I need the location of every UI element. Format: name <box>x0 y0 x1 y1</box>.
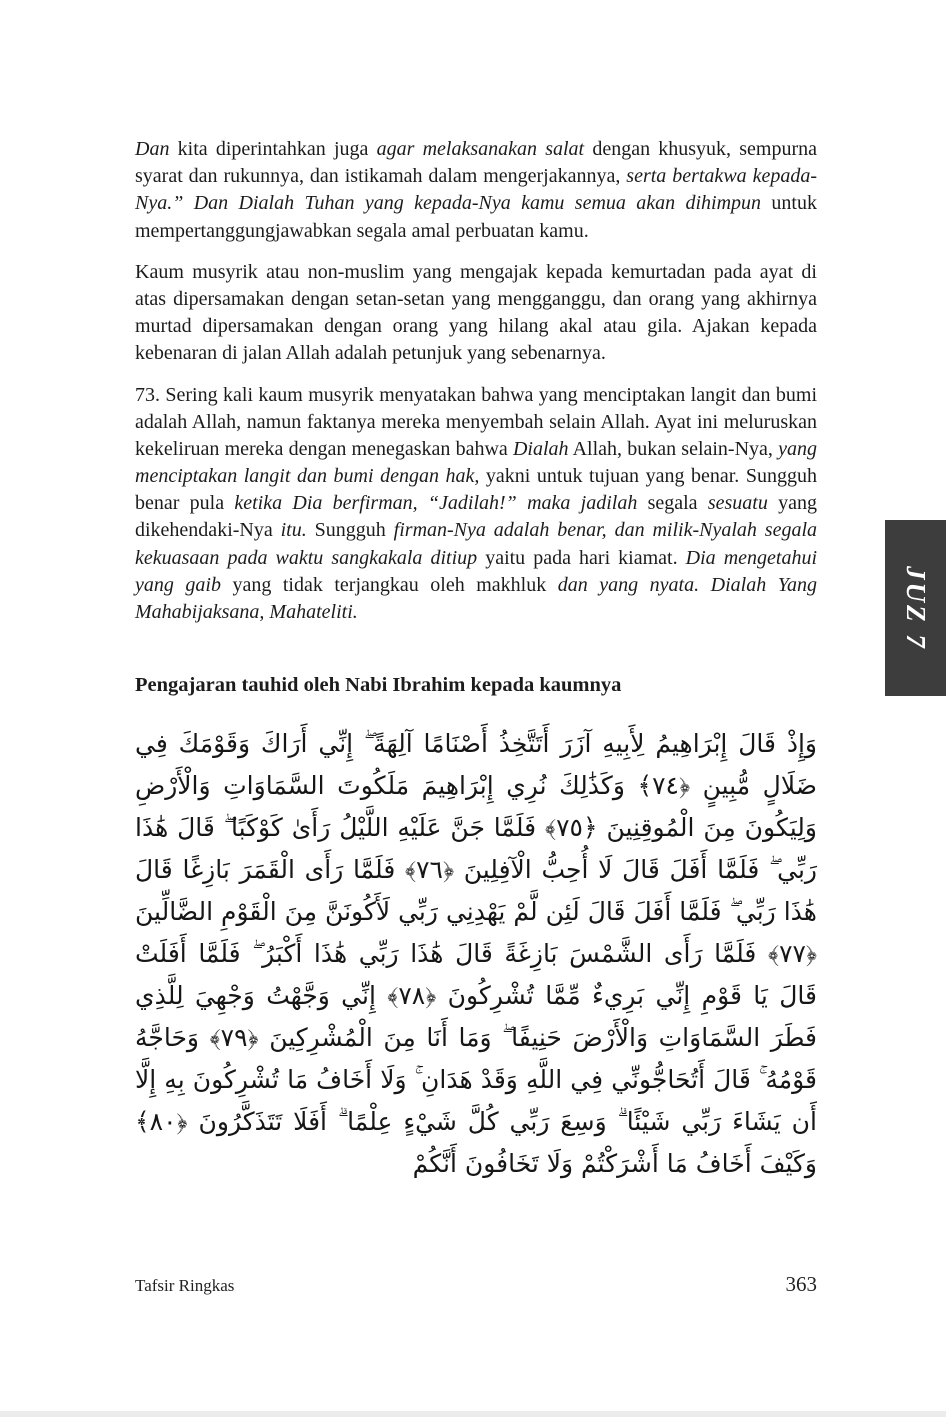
paragraph-commentary-verse-73: 73. Sering kali kaum musyrik menyatakan bahwa yang menciptakan langit dan bumi adalah Allah, namun faktanya mereka menyembah selain Allah. Ayat ini meluruskan kekeliruan mereka dengan menegaskan bahwa Dialah Allah, bukan selain-Nya, yang menciptakan langit dan bumi dengan hak, yakni untuk tujuan yang benar. Sungguh benar pula ketika Dia berfirman, “Jadilah!” maka jadilah segala sesuatu yang dikehendaki-Nya itu. Sungguh firman-Nya adalah benar, dan milik-Nyalah segala kekuasaan pada waktu sangkakala ditiup yaitu pada hari kiamat. Dia mengetahui yang gaib yang tidak terjangkau oleh makhluk dan yang nyata. Dialah Yang Mahabijaksana, Mahateliti. <box>135 383 818 623</box>
page-bottom-edge <box>0 1411 946 1417</box>
quran-arabic-verses: وَإِذْ قَالَ إِبْرَاهِيمُ لِأَبِيهِ آزَرَ أَتَتَّخِذُ أَصْنَامًا آلِهَةً ۖ إِنِّي أَرَاكَ وَقَوْمَكَ فِي ضَلَالٍ مُّبِينٍ ﴿٧٤﴾ وَكَذَٰلِكَ نُرِي إِبْرَاهِيمَ مَلَكُوتَ السَّمَاوَاتِ وَالْأَرْضِ وَلِيَكُونَ مِنَ الْمُوقِنِينَ ﴿٧٥﴾ فَلَمَّا جَنَّ عَلَيْهِ اللَّيْلُ رَأَىٰ كَوْكَبًا ۖ قَالَ هَٰذَا رَبِّي ۖ فَلَمَّا أَفَلَ قَالَ لَا أُحِبُّ الْآفِلِينَ ﴿٧٦﴾ فَلَمَّا رَأَى الْقَمَرَ بَازِغًا قَالَ هَٰذَا رَبِّي ۖ فَلَمَّا أَفَلَ قَالَ لَئِن لَّمْ يَهْدِنِي رَبِّي لَأَكُونَنَّ مِنَ الْقَوْمِ الضَّالِّينَ ﴿٧٧﴾ فَلَمَّا رَأَى الشَّمْسَ بَازِغَةً قَالَ هَٰذَا رَبِّي هَٰذَا أَكْبَرُ ۖ فَلَمَّا أَفَلَتْ قَالَ يَا قَوْمِ إِنِّي بَرِيءٌ مِّمَّا تُشْرِكُونَ ﴿٧٨﴾ إِنِّي وَجَّهْتُ وَجْهِيَ لِلَّذِي فَطَرَ السَّمَاوَاتِ وَالْأَرْضَ حَنِيفًا ۖ وَمَا أَنَا مِنَ الْمُشْرِكِينَ ﴿٧٩﴾ وَحَاجَّهُ قَوْمُهُ ۚ قَالَ أَتُحَاجُّونِّي فِي اللَّهِ وَقَدْ هَدَانِ ۚ وَلَا أَخَافُ مَا تُشْرِكُونَ بِهِ إِلَّا أَن يَشَاءَ رَبِّي شَيْئًا ۗ وَسِعَ رَبِّي كُلَّ شَيْءٍ عِلْمًا ۗ أَفَلَا تَتَذَكَّرُونَ ﴿٨٠﴾ وَكَيْفَ أَخَافُ مَا أَشْرَكْتُمْ وَلَا تَخَافُونَ أَنَّكُمْ <box>135 728 817 1178</box>
page-footer <box>135 1272 817 1297</box>
footer-book-title: Tafsir Ringkas <box>135 1276 235 1295</box>
page-body-text <box>135 136 817 1185</box>
juz-tab-label: JUZ 7 <box>901 565 931 651</box>
juz-tab <box>885 520 946 696</box>
paragraph-quote-continuation: Dan kita diperintahkan juga agar melaksanakan salat dengan khusyuk, sempurna syarat dan rukunnya, dan istikamah dalam mengerjakannya, serta bertakwa kepada-Nya.” Dan Dialah Tuhan yang kepada-Nya kamu semua akan dihimpun untuk mempertanggungjawabkan segala amal perbuatan kamu. <box>135 138 818 242</box>
paragraph-commentary-1: Kaum musyrik atau non-muslim yang mengajak kepada kemurtadan pada ayat di atas dipersamakan dengan setan-setan yang mengganggu, dan orang yang akhirnya murtad dipersamakan dengan orang yang hilang akal atau gila. Ajakan kepada kebenaran di jalan Allah adalah petunjuk yang sebenarnya. <box>135 260 817 365</box>
page-number: 363 <box>785 1272 817 1296</box>
section-heading: Pengajaran tauhid oleh Nabi Ibrahim kepada kaumnya <box>135 674 622 697</box>
